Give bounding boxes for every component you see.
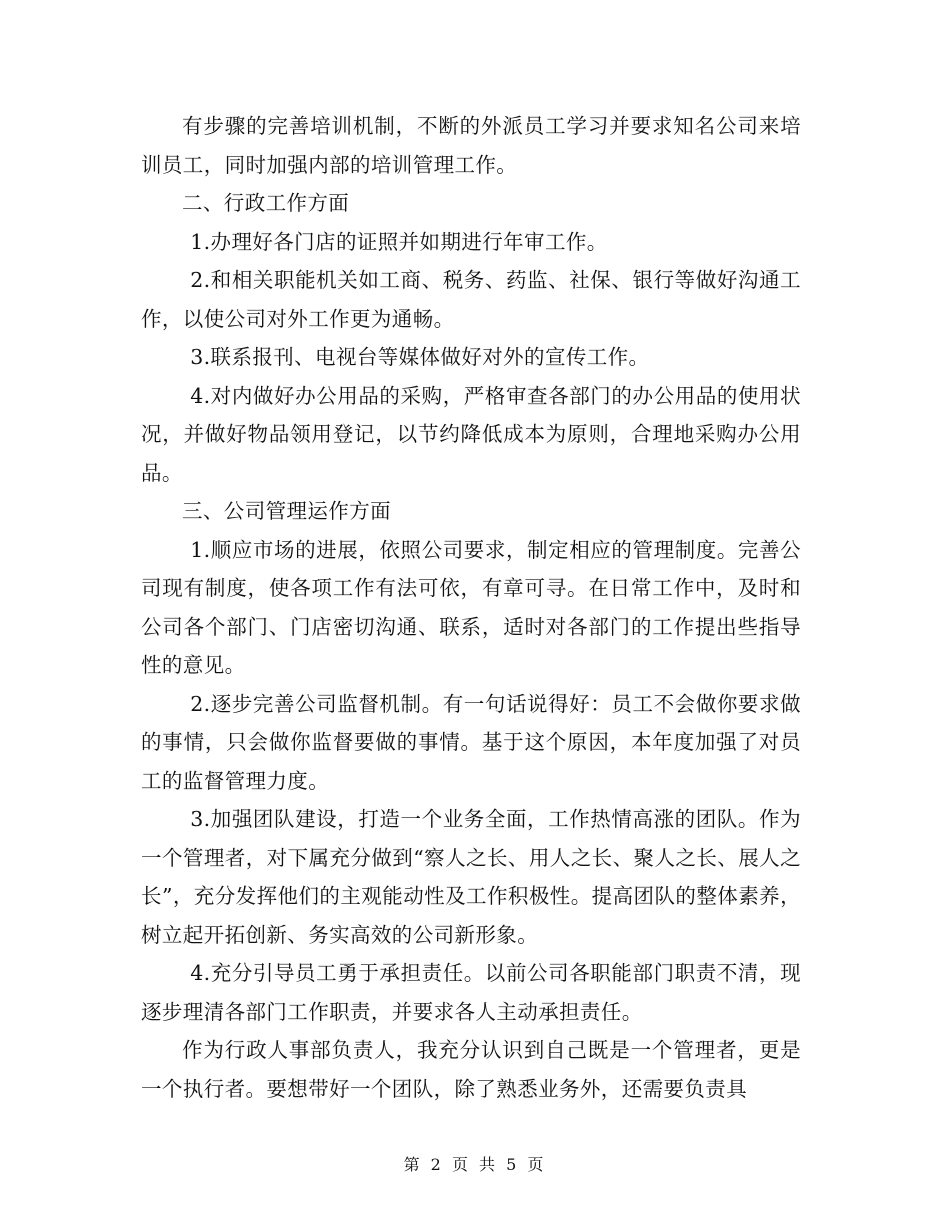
paragraph-management-1: 1.顺应市场的进展，依照公司要求，制定相应的管理制度。完善公司现有制度，使各项工作有法可依，有章可寻。在日常工作中，及时和公司各个部门、门店密切沟通、联系，适时对各部门的工作提出些指导性的意见。 xyxy=(141,537,801,677)
section-heading-admin: 二、行政工作方面 xyxy=(182,191,350,215)
paragraph-role-reflection: 作为行政人事部负责人，我充分认识到自己既是一个管理者，更是一个执行者。要想带好一个团队，除了熟悉业务外，还需要负责具 xyxy=(141,1038,801,1101)
document-body xyxy=(141,107,801,1108)
paragraph-training: 有步骤的完善培训机制，不断的外派员工学习并要求知名公司来培训员工，同时加强内部的培训管理工作。 xyxy=(141,114,801,177)
page-number-footer: 第 2 页 共 5 页 xyxy=(403,1155,547,1174)
paragraph-admin-4: 4.对内做好办公用品的采购，严格审查各部门的办公用品的使用状况，并做好物品领用登记，以节约降低成本为原则，合理地采购办公用品。 xyxy=(141,383,801,485)
paragraph-management-3: 3.加强团队建设，打造一个业务全面，工作热情高涨的团队。作为一个管理者，对下属充分做到“察人之长、用人之长、聚人之长、展人之长”，充分发挥他们的主观能动性及工作积极性。提高团队的整体素养，树立起开拓创新、务实高效的公司新形象。 xyxy=(141,807,801,947)
paragraph-admin-2: 2.和相关职能机关如工商、税务、药监、社保、银行等做好沟通工作，以使公司对外工作更为通畅。 xyxy=(141,268,801,331)
paragraph-management-4: 4.充分引导员工勇于承担责任。以前公司各职能部门职责不清，现逐步理清各部门工作职责，并要求各人主动承担责任。 xyxy=(141,961,801,1024)
paragraph-management-2: 2.逐步完善公司监督机制。有一句话说得好：员工不会做你要求做的事情，只会做你监督要做的事情。基于这个原因，本年度加强了对员工的监督管理力度。 xyxy=(141,691,801,793)
section-heading-management: 三、公司管理运作方面 xyxy=(182,499,391,523)
paragraph-admin-3: 3.联系报刊、电视台等媒体做好对外的宣传工作。 xyxy=(190,345,650,369)
paragraph-admin-1: 1.办理好各门店的证照并如期进行年审工作。 xyxy=(190,229,608,254)
